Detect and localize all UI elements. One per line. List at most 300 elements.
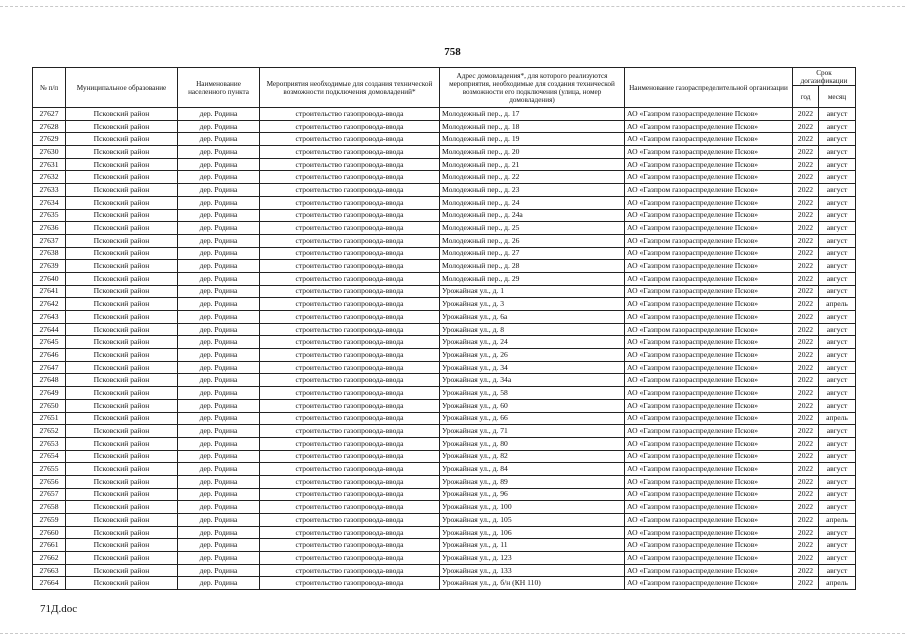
month-cell: август [819,450,856,463]
year-cell: 2022 [793,260,819,273]
organization-cell: АО «Газпром газораспределение Псков» [625,514,793,527]
table-row [33,552,856,565]
district-cell: Псковский район [66,577,178,590]
address-cell: Молодежный пер., д. 22 [440,171,625,184]
organization-cell: АО «Газпром газораспределение Псков» [625,577,793,590]
table-row [33,146,856,159]
month-cell: август [819,399,856,412]
address-cell: Урожайная ул., д. 71 [440,425,625,438]
settlement-cell: дер. Родина [178,552,260,565]
address-cell: Молодежный пер., д. 25 [440,222,625,235]
address-cell: Молодежный пер., д. 29 [440,272,625,285]
month-cell: август [819,349,856,362]
year-cell: 2022 [793,272,819,285]
district-cell: Псковский район [66,311,178,324]
table-row [33,577,856,590]
row-number: 27636 [33,222,66,235]
table-row [33,387,856,400]
year-cell: 2022 [793,552,819,565]
organization-cell: АО «Газпром газораспределение Псков» [625,564,793,577]
district-cell: Псковский район [66,361,178,374]
month-cell: август [819,120,856,133]
scan-edge-top [0,6,905,8]
year-cell: 2022 [793,475,819,488]
table-header [33,68,856,108]
measure-cell: строительство газопровода-ввода [260,539,440,552]
gasification-table [32,67,856,590]
organization-cell: АО «Газпром газораспределение Псков» [625,475,793,488]
row-number: 27638 [33,247,66,260]
organization-cell: АО «Газпром газораспределение Псков» [625,146,793,159]
district-cell: Псковский район [66,488,178,501]
address-cell: Молодежный пер., д. 17 [440,108,625,121]
district-cell: Псковский район [66,234,178,247]
district-cell: Псковский район [66,196,178,209]
organization-cell: АО «Газпром газораспределение Псков» [625,184,793,197]
table-row [33,171,856,184]
settlement-cell: дер. Родина [178,311,260,324]
measure-cell: строительство газопровода-ввода [260,323,440,336]
month-cell: апрель [819,577,856,590]
address-cell: Урожайная ул., д. 84 [440,463,625,476]
year-cell: 2022 [793,412,819,425]
month-cell: август [819,437,856,450]
settlement-cell: дер. Родина [178,272,260,285]
address-cell: Молодежный пер., д. 24 [440,196,625,209]
header-month: месяц [819,86,856,108]
table-row [33,425,856,438]
table-row [33,539,856,552]
district-cell: Псковский район [66,260,178,273]
month-cell: август [819,272,856,285]
measure-cell: строительство газопровода-ввода [260,564,440,577]
scan-edge-bottom [0,633,905,635]
measure-cell: строительство газопровода-ввода [260,425,440,438]
settlement-cell: дер. Родина [178,298,260,311]
district-cell: Псковский район [66,539,178,552]
settlement-cell: дер. Родина [178,171,260,184]
row-number: 27630 [33,146,66,159]
table-row [33,209,856,222]
address-cell: Урожайная ул., д. 60 [440,399,625,412]
table-row [33,336,856,349]
table-row [33,463,856,476]
year-cell: 2022 [793,425,819,438]
settlement-cell: дер. Родина [178,577,260,590]
address-cell: Молодежный пер., д. 26 [440,234,625,247]
settlement-cell: дер. Родина [178,501,260,514]
organization-cell: АО «Газпром газораспределение Псков» [625,425,793,438]
month-cell: август [819,234,856,247]
month-cell: август [819,463,856,476]
year-cell: 2022 [793,501,819,514]
table-row [33,412,856,425]
row-number: 27642 [33,298,66,311]
row-number: 27635 [33,209,66,222]
district-cell: Псковский район [66,463,178,476]
district-cell: Псковский район [66,336,178,349]
district-cell: Псковский район [66,387,178,400]
measure-cell: строительство газопровода-ввода [260,298,440,311]
month-cell: апрель [819,412,856,425]
header-settlement: Наименование населенного пункта [178,68,260,108]
district-cell: Псковский район [66,323,178,336]
measure-cell: строительство газопровода-ввода [260,247,440,260]
row-number: 27639 [33,260,66,273]
measure-cell: строительство газопровода-ввода [260,133,440,146]
organization-cell: АО «Газпром газораспределение Псков» [625,488,793,501]
district-cell: Псковский район [66,399,178,412]
month-cell: август [819,247,856,260]
address-cell: Урожайная ул., д. 58 [440,387,625,400]
table-row [33,222,856,235]
row-number: 27647 [33,361,66,374]
year-cell: 2022 [793,463,819,476]
row-number: 27645 [33,336,66,349]
district-cell: Псковский район [66,349,178,362]
settlement-cell: дер. Родина [178,387,260,400]
row-number: 27663 [33,564,66,577]
table-row [33,120,856,133]
settlement-cell: дер. Родина [178,336,260,349]
row-number: 27658 [33,501,66,514]
organization-cell: АО «Газпром газораспределение Псков» [625,209,793,222]
row-number: 27657 [33,488,66,501]
district-cell: Псковский район [66,552,178,565]
row-number: 27660 [33,526,66,539]
row-number: 27661 [33,539,66,552]
organization-cell: АО «Газпром газораспределение Псков» [625,120,793,133]
row-number: 27644 [33,323,66,336]
settlement-cell: дер. Родина [178,323,260,336]
address-cell: Урожайная ул., д. 105 [440,514,625,527]
district-cell: Псковский район [66,374,178,387]
month-cell: апрель [819,298,856,311]
year-cell: 2022 [793,196,819,209]
organization-cell: АО «Газпром газораспределение Псков» [625,374,793,387]
district-cell: Псковский район [66,501,178,514]
measure-cell: строительство газопровода-ввода [260,209,440,222]
year-cell: 2022 [793,361,819,374]
table-row [33,501,856,514]
table-row [33,526,856,539]
settlement-cell: дер. Родина [178,234,260,247]
measure-cell: строительство газопровода-ввода [260,514,440,527]
month-cell: август [819,108,856,121]
address-cell: Урожайная ул., д. 1 [440,285,625,298]
month-cell: август [819,158,856,171]
settlement-cell: дер. Родина [178,437,260,450]
address-cell: Урожайная ул., д. 24 [440,336,625,349]
header-district: Муниципальное образование [66,68,178,108]
measure-cell: строительство газопровода-ввода [260,552,440,565]
month-cell: август [819,488,856,501]
month-cell: август [819,323,856,336]
address-cell: Урожайная ул., д. 133 [440,564,625,577]
table-row [33,323,856,336]
district-cell: Псковский район [66,158,178,171]
month-cell: август [819,526,856,539]
district-cell: Псковский район [66,425,178,438]
table-row [33,564,856,577]
measure-cell: строительство газопровода-ввода [260,285,440,298]
month-cell: август [819,387,856,400]
district-cell: Псковский район [66,475,178,488]
month-cell: август [819,361,856,374]
year-cell: 2022 [793,311,819,324]
address-cell: Урожайная ул., д. 6а [440,311,625,324]
year-cell: 2022 [793,146,819,159]
address-cell: Урожайная ул., д. 106 [440,526,625,539]
header-year: год [793,86,819,108]
settlement-cell: дер. Родина [178,450,260,463]
year-cell: 2022 [793,133,819,146]
settlement-cell: дер. Родина [178,158,260,171]
month-cell: август [819,564,856,577]
row-number: 27651 [33,412,66,425]
district-cell: Псковский район [66,437,178,450]
month-cell: август [819,209,856,222]
year-cell: 2022 [793,209,819,222]
organization-cell: АО «Газпром газораспределение Псков» [625,412,793,425]
measure-cell: строительство газопровода-ввода [260,450,440,463]
settlement-cell: дер. Родина [178,349,260,362]
table-row [33,450,856,463]
table-row [33,349,856,362]
settlement-cell: дер. Родина [178,463,260,476]
table-row [33,361,856,374]
address-cell: Молодежный пер., д. 21 [440,158,625,171]
year-cell: 2022 [793,158,819,171]
address-cell: Урожайная ул., д. 96 [440,488,625,501]
district-cell: Псковский район [66,222,178,235]
year-cell: 2022 [793,298,819,311]
address-cell: Урожайная ул., д. 26 [440,349,625,362]
organization-cell: АО «Газпром газораспределение Псков» [625,526,793,539]
measure-cell: строительство газопровода-ввода [260,184,440,197]
table-row [33,272,856,285]
organization-cell: АО «Газпром газораспределение Псков» [625,222,793,235]
measure-cell: строительство газопровода-ввода [260,222,440,235]
settlement-cell: дер. Родина [178,260,260,273]
measure-cell: строительство газопровода-ввода [260,412,440,425]
settlement-cell: дер. Родина [178,285,260,298]
table-row [33,514,856,527]
district-cell: Псковский район [66,412,178,425]
year-cell: 2022 [793,336,819,349]
organization-cell: АО «Газпром газораспределение Псков» [625,133,793,146]
month-cell: август [819,374,856,387]
row-number: 27646 [33,349,66,362]
month-cell: август [819,222,856,235]
settlement-cell: дер. Родина [178,247,260,260]
measure-cell: строительство газопровода-ввода [260,336,440,349]
settlement-cell: дер. Родина [178,564,260,577]
year-cell: 2022 [793,399,819,412]
row-number: 27632 [33,171,66,184]
address-cell: Молодежный пер., д. 28 [440,260,625,273]
settlement-cell: дер. Родина [178,146,260,159]
address-cell: Урожайная ул., д. 11 [440,539,625,552]
table-row [33,311,856,324]
settlement-cell: дер. Родина [178,184,260,197]
district-cell: Псковский район [66,171,178,184]
address-cell: Урожайная ул., д. 100 [440,501,625,514]
row-number: 27650 [33,399,66,412]
organization-cell: АО «Газпром газораспределение Псков» [625,234,793,247]
address-cell: Молодежный пер., д. 20 [440,146,625,159]
settlement-cell: дер. Родина [178,222,260,235]
row-number: 27634 [33,196,66,209]
row-number: 27631 [33,158,66,171]
measure-cell: строительство газопровода-ввода [260,349,440,362]
row-number: 27641 [33,285,66,298]
year-cell: 2022 [793,488,819,501]
year-cell: 2022 [793,108,819,121]
header-org: Наименование газораспределительной организации [625,68,793,108]
organization-cell: АО «Газпром газораспределение Псков» [625,298,793,311]
year-cell: 2022 [793,120,819,133]
settlement-cell: дер. Родина [178,108,260,121]
measure-cell: строительство газопровода-ввода [260,501,440,514]
address-cell: Молодежный пер., д. 24а [440,209,625,222]
month-cell: август [819,425,856,438]
address-cell: Урожайная ул., д. 34 [440,361,625,374]
row-number: 27652 [33,425,66,438]
table-row [33,374,856,387]
district-cell: Псковский район [66,120,178,133]
organization-cell: АО «Газпром газораспределение Псков» [625,399,793,412]
table-row [33,285,856,298]
table-row [33,133,856,146]
measure-cell: строительство газопровода-ввода [260,387,440,400]
measure-cell: строительство газопровода-ввода [260,146,440,159]
settlement-cell: дер. Родина [178,475,260,488]
organization-cell: АО «Газпром газораспределение Псков» [625,108,793,121]
measure-cell: строительство газопровода-ввода [260,311,440,324]
district-cell: Псковский район [66,247,178,260]
table-row [33,488,856,501]
district-cell: Псковский район [66,450,178,463]
row-number: 27633 [33,184,66,197]
row-number: 27643 [33,311,66,324]
address-cell: Молодежный пер., д. 27 [440,247,625,260]
row-number: 27656 [33,475,66,488]
year-cell: 2022 [793,564,819,577]
year-cell: 2022 [793,577,819,590]
measure-cell: строительство газопровода-ввода [260,120,440,133]
row-number: 27649 [33,387,66,400]
year-cell: 2022 [793,539,819,552]
organization-cell: АО «Газпром газораспределение Псков» [625,272,793,285]
district-cell: Псковский район [66,564,178,577]
month-cell: август [819,552,856,565]
row-number: 27648 [33,374,66,387]
address-cell: Урожайная ул., д. 80 [440,437,625,450]
year-cell: 2022 [793,171,819,184]
month-cell: август [819,133,856,146]
district-cell: Псковский район [66,108,178,121]
measure-cell: строительство газопровода-ввода [260,361,440,374]
year-cell: 2022 [793,222,819,235]
organization-cell: АО «Газпром газораспределение Псков» [625,539,793,552]
address-cell: Молодежный пер., д. 19 [440,133,625,146]
settlement-cell: дер. Родина [178,514,260,527]
settlement-cell: дер. Родина [178,539,260,552]
organization-cell: АО «Газпром газораспределение Псков» [625,349,793,362]
organization-cell: АО «Газпром газораспределение Псков» [625,463,793,476]
year-cell: 2022 [793,374,819,387]
measure-cell: строительство газопровода-ввода [260,171,440,184]
header-address: Адрес домовладения*, для которого реализуются мероприятия, необходимые для создания технической возможности его подключения (улица, номер домовладения) [440,68,625,108]
measure-cell: строительство газопровода-ввода [260,196,440,209]
district-cell: Псковский район [66,272,178,285]
settlement-cell: дер. Родина [178,133,260,146]
organization-cell: АО «Газпром газораспределение Псков» [625,336,793,349]
measure-cell: строительство газопровода-ввода [260,108,440,121]
organization-cell: АО «Газпром газораспределение Псков» [625,323,793,336]
organization-cell: АО «Газпром газораспределение Псков» [625,171,793,184]
table-row [33,158,856,171]
table-row [33,184,856,197]
organization-cell: АО «Газпром газораспределение Псков» [625,285,793,298]
settlement-cell: дер. Родина [178,120,260,133]
month-cell: август [819,196,856,209]
table-row [33,108,856,121]
table-row [33,437,856,450]
address-cell: Урожайная ул., д. 3 [440,298,625,311]
table-body [33,108,856,590]
address-cell: Молодежный пер., д. 18 [440,120,625,133]
table-row [33,298,856,311]
year-cell: 2022 [793,526,819,539]
settlement-cell: дер. Родина [178,488,260,501]
organization-cell: АО «Газпром газораспределение Псков» [625,260,793,273]
table-row [33,260,856,273]
header-term: Срок догазификации [793,68,856,86]
address-cell: Урожайная ул., д. 82 [440,450,625,463]
month-cell: август [819,171,856,184]
district-cell: Псковский район [66,514,178,527]
month-cell: август [819,336,856,349]
district-cell: Псковский район [66,285,178,298]
month-cell: август [819,146,856,159]
year-cell: 2022 [793,514,819,527]
district-cell: Псковский район [66,146,178,159]
month-cell: август [819,501,856,514]
district-cell: Псковский район [66,184,178,197]
row-number: 27659 [33,514,66,527]
measure-cell: строительство газопровода-ввода [260,526,440,539]
district-cell: Псковский район [66,298,178,311]
footer-filename: 71Д.doc [40,603,78,615]
row-number: 27654 [33,450,66,463]
row-number: 27629 [33,133,66,146]
row-number: 27664 [33,577,66,590]
settlement-cell: дер. Родина [178,526,260,539]
settlement-cell: дер. Родина [178,374,260,387]
year-cell: 2022 [793,234,819,247]
organization-cell: АО «Газпром газораспределение Псков» [625,311,793,324]
year-cell: 2022 [793,247,819,260]
settlement-cell: дер. Родина [178,399,260,412]
organization-cell: АО «Газпром газораспределение Псков» [625,196,793,209]
table-row [33,475,856,488]
row-number: 27628 [33,120,66,133]
header-measures: Мероприятия необходимые для создания технической возможности подключения домовладений* [260,68,440,108]
measure-cell: строительство газопровода-ввода [260,374,440,387]
settlement-cell: дер. Родина [178,425,260,438]
